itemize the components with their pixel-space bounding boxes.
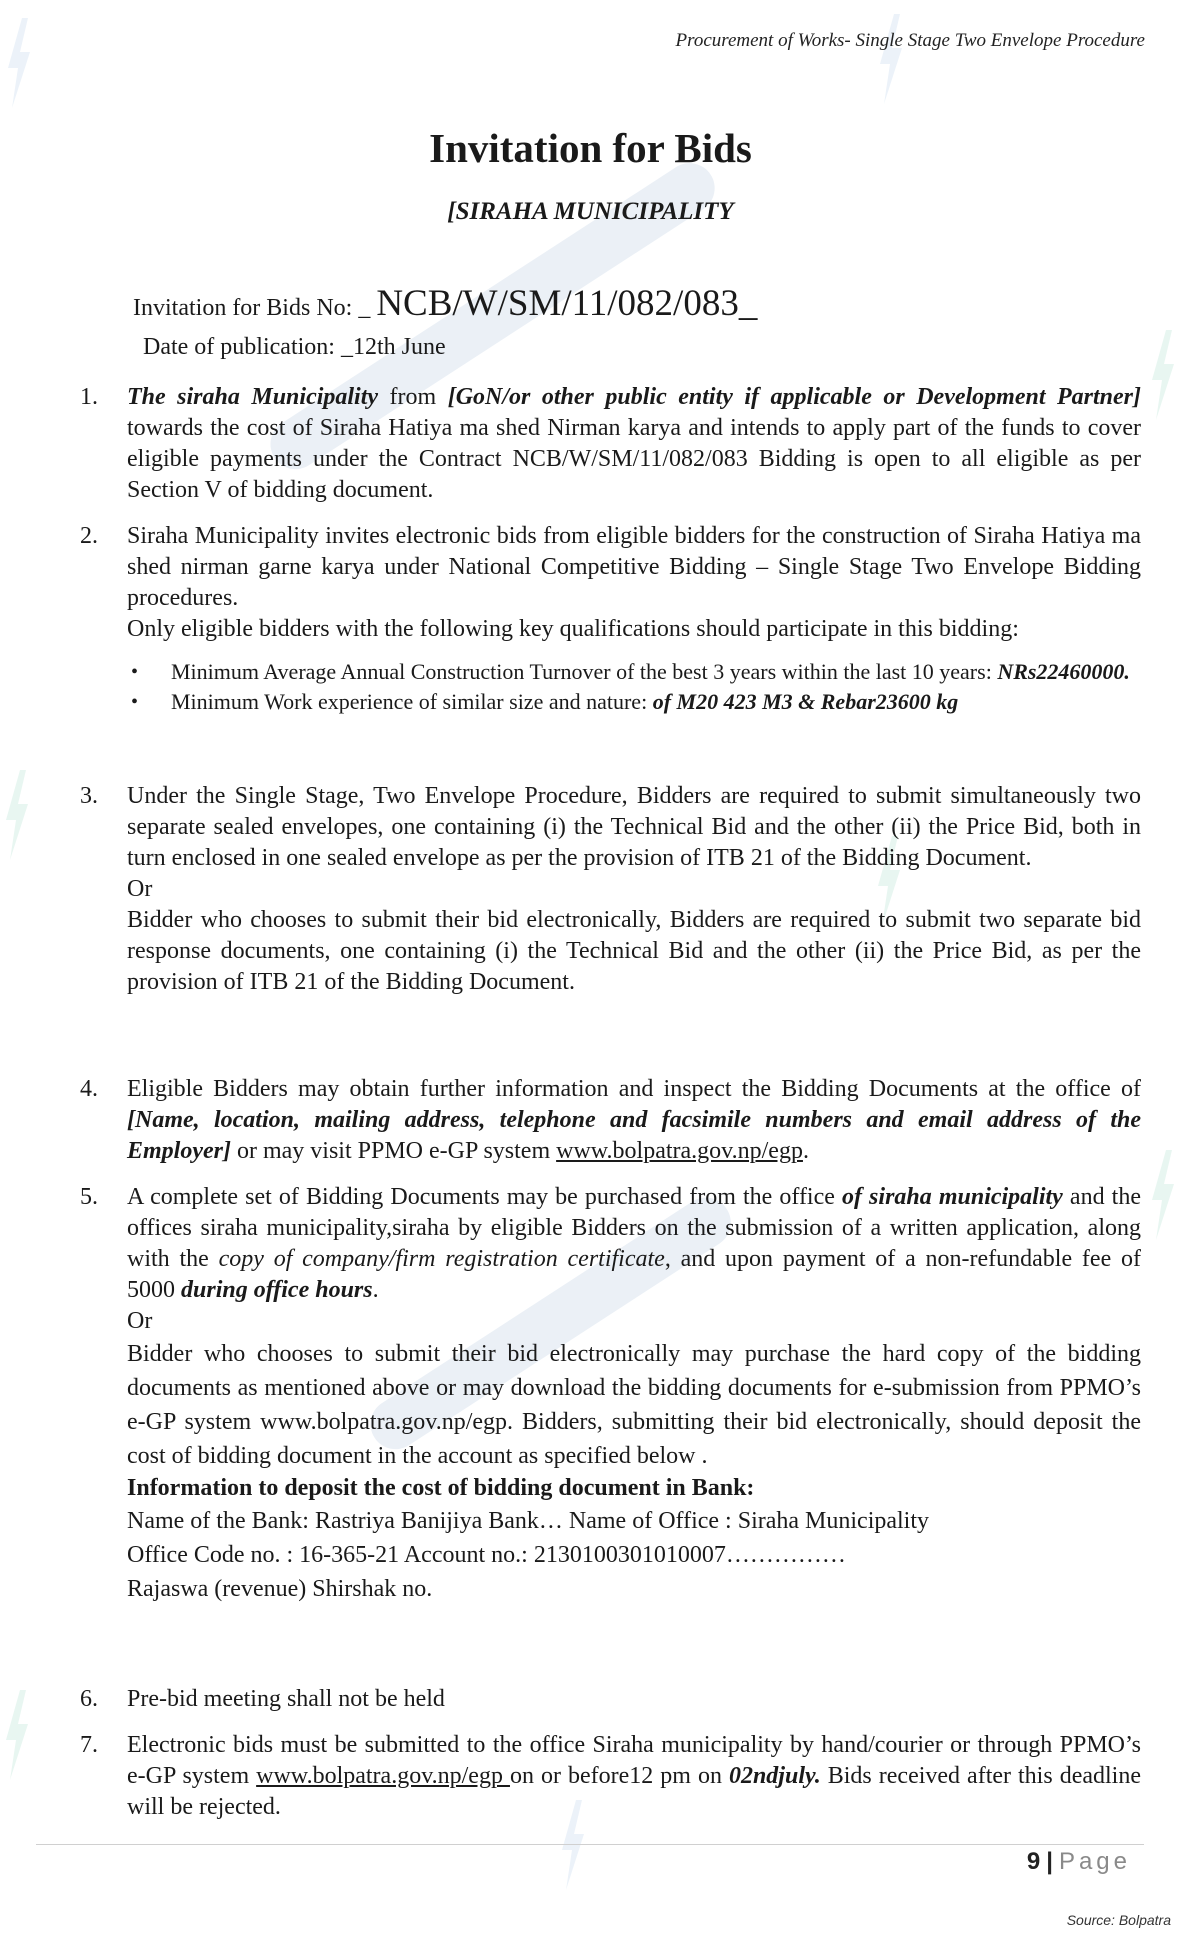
office-hours: during office hours [181, 1277, 373, 1303]
text-run: and the offices siraha municipality,siraha by eligible Bidders on the submission of a written application, along with the [127, 1184, 1141, 1272]
list-item [127, 687, 1141, 717]
clause-2 [80, 521, 1141, 717]
lightning-bolt-icon [1150, 330, 1176, 420]
clause-text-electronic: Bidder who chooses to submit their bid electronically may purchase the hard copy of the bidding documents as mentioned above or may download the bidding documents for e-submission from PPMO’s e-GP system www.bolpatra.gov.np/egp. Bidders, submitting their bid electronically, should deposit the cost of bidding document in the account as specified below . [127, 1341, 1141, 1469]
clause-text: Siraha Municipality invites electronic bids from eligible bidders for the construction of Siraha Hatiya ma shed nirman garne karya under National Competitive Bidding – Single Stage Two Envelope Bidding procedures. [127, 523, 1141, 611]
clause-number: 5. [80, 1184, 98, 1210]
clause-text [127, 1074, 1141, 1167]
turnover-value: NRs22460000. [997, 659, 1130, 684]
list-item [127, 657, 1141, 687]
clause-7 [80, 1730, 1141, 1823]
clause-number: 2. [80, 523, 98, 549]
lightning-bolt-icon [4, 1690, 30, 1780]
placeholder-funding-source: [GoN/or other public entity if applicable or Development Partner] [447, 384, 1142, 410]
page-word: Page [1058, 1848, 1131, 1875]
qualification-intro: Only eligible bidders with the following key qualifications should participate in this bidding: [127, 616, 1019, 642]
clause-text: Under the Single Stage, Two Envelope Procedure, Bidders are required to submit simultaneously two separate sealed envelopes, one containing (i) the Technical Bid and the other (ii) the Price Bid, both in turn enclosed in one sealed envelope as per the provision of ITB 21 of the Bidding Document. [127, 783, 1141, 871]
text-run: Bids received after this deadline will be rejected. [127, 1763, 1141, 1820]
ifb-number-label: Invitation for Bids No: _ [133, 295, 377, 321]
lightning-bolt-icon [878, 14, 904, 104]
or-separator: Or [127, 876, 153, 902]
source-credit: Source: Bolpatra [1066, 1912, 1171, 1928]
egp-link[interactable]: www.bolpatra.gov.np/egp [256, 1763, 510, 1789]
lightning-bolt-icon [4, 770, 30, 860]
page-number-value: 9 [1026, 1848, 1041, 1875]
clause-3 [80, 781, 1141, 998]
text-run: Minimum Work experience of similar size and nature: [171, 689, 653, 714]
clause-number: 6. [80, 1686, 98, 1712]
running-header: Procurement of Works- Single Stage Two Envelope Procedure [675, 30, 1145, 51]
text-run: , and upon payment of a non-refundable fee of 5000 [127, 1246, 1142, 1303]
text-run: . [372, 1277, 379, 1303]
clause-number: 3. [80, 783, 98, 809]
employer-name: The siraha Municipality [127, 384, 379, 410]
qualification-list [127, 657, 1141, 717]
deadline-date: 02ndjuly. [728, 1763, 821, 1789]
page-title: Invitation for Bids [429, 125, 752, 171]
page-separator: | [1046, 1848, 1053, 1875]
publication-date: Date of publication: _12th June [143, 334, 446, 360]
bank-line-1: Name of the Bank: Rastriya Banijiya Bank… Name of Office : Siraha Municipality [127, 1508, 930, 1534]
experience-value: of M20 423 M3 & Rebar23600 kg [652, 689, 959, 714]
text-run: . [802, 1138, 809, 1164]
office-name: of siraha municipality [841, 1184, 1063, 1210]
clause-text-electronic: Bidder who chooses to submit their bid electronically, Bidders are required to submit two separate bid response documents, one containing (i) the Technical Bid and the other (ii) the Price Bid, as per the provision of ITB 21 of the Bidding Document. [127, 907, 1141, 995]
employer-subtitle: [SIRAHA MUNICIPALITY [447, 198, 734, 225]
text-run: from [378, 384, 448, 410]
clause-number: 7. [80, 1732, 98, 1758]
clause-5 [80, 1182, 1141, 1606]
or-separator: Or [127, 1308, 153, 1334]
lightning-bolt-icon [1150, 1150, 1176, 1240]
clause-number: 4. [80, 1076, 98, 1102]
text-run: A complete set of Bidding Documents may be purchased from the office [127, 1184, 842, 1210]
bank-line-2: Office Code no. : 16-365-21 Account no.: 2130100301010007…………… [127, 1542, 846, 1568]
lightning-bolt-icon [6, 18, 32, 108]
clause-6 [80, 1684, 1141, 1715]
text-run: or may visit PPMO e-GP system [230, 1138, 557, 1164]
registration-certificate: copy of company/firm registration certificate [218, 1246, 665, 1272]
clause-number: 1. [80, 384, 98, 410]
clause-text [127, 1730, 1141, 1823]
page-number [1027, 1848, 1131, 1876]
text-run: towards the cost of Siraha Hatiya ma shed Nirman karya and intends to apply part of the funds to cover eligible payments under the Contract NCB/W/SM/11/082/083 Bidding is open to all eligible as per Section V of bidding document. [127, 415, 1141, 503]
text-run: on or before12 pm on [509, 1763, 729, 1789]
text-run: Eligible Bidders may obtain further information and inspect the Bidding Documents at the office of [127, 1076, 1141, 1102]
bank-line-3: Rajaswa (revenue) Shirshak no. [127, 1576, 433, 1602]
text-run: Minimum Average Annual Construction Turnover of the best 3 years within the last 10 years: [171, 659, 998, 684]
ifb-number: NCB/W/SM/11/082/083_ [376, 283, 758, 324]
clause-text [127, 1182, 1141, 1306]
text-run: Electronic bids must be submitted to the office Siraha municipality by hand/courier or through PPMO’s e-GP system [127, 1732, 1141, 1789]
placeholder-employer-details: [Name, location, mailing address, telephone and facsimile numbers and email address of the Employer] [127, 1107, 1141, 1164]
clause-4 [80, 1074, 1141, 1167]
footer-divider [36, 1844, 1144, 1845]
clause-1 [80, 382, 1141, 506]
clause-text: Pre-bid meeting shall not be held [127, 1686, 445, 1712]
bank-info-heading: Information to deposit the cost of bidding document in Bank: [127, 1475, 755, 1501]
ifb-number-line [133, 282, 757, 325]
egp-link[interactable]: www.bolpatra.gov.np/egp [556, 1138, 803, 1164]
clause-text [127, 382, 1141, 506]
